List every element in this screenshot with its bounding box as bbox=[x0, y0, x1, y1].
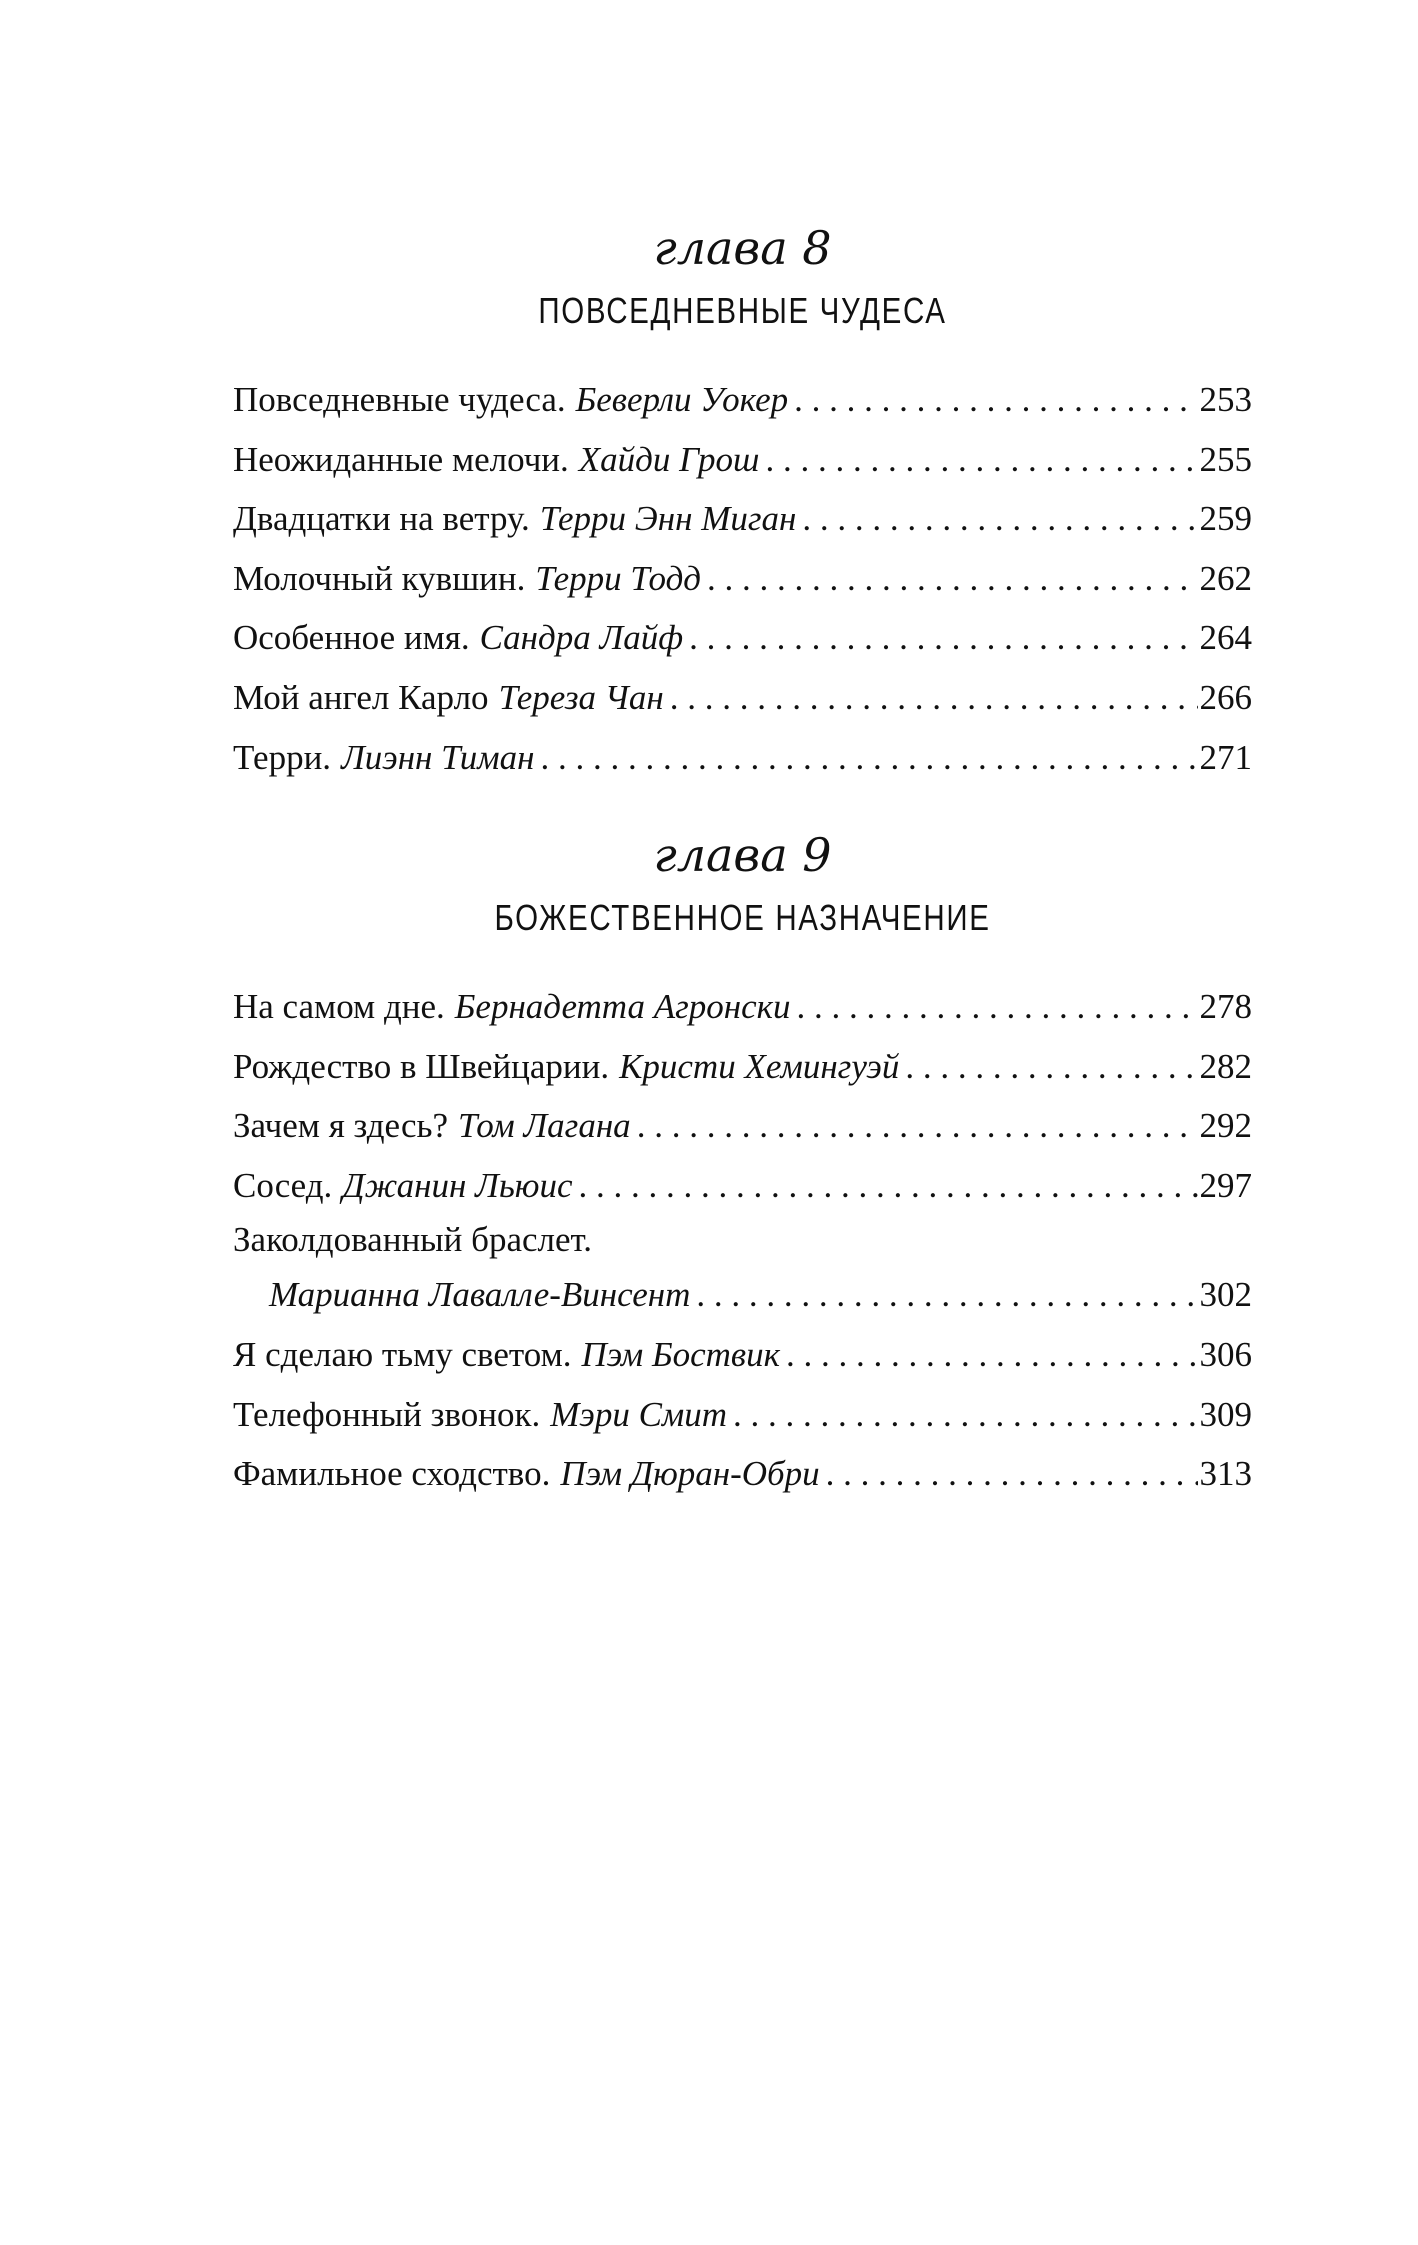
entry-page: 302 bbox=[1199, 1275, 1252, 1315]
chapter-8-section bbox=[233, 218, 1252, 787]
dot-leader bbox=[733, 1385, 1197, 1445]
dot-leader bbox=[826, 1444, 1198, 1504]
entry-author: Терри Энн Миган bbox=[539, 499, 797, 539]
toc-entry[interactable] bbox=[233, 370, 1252, 430]
entry-title: Телефонный звонок. bbox=[233, 1394, 541, 1434]
entry-page: 253 bbox=[1199, 380, 1252, 419]
toc-entry[interactable] bbox=[233, 489, 1252, 549]
entry-title: Фамильное сходство. bbox=[233, 1454, 551, 1494]
entry-author: Джанин Льюис bbox=[342, 1165, 573, 1205]
entry-title: Двадцатки на ветру. bbox=[233, 499, 530, 539]
entry-author: Кристи Хемингуэй bbox=[619, 1046, 900, 1086]
entry-author: Лиэнн Тиман bbox=[341, 737, 535, 777]
toc-entry[interactable] bbox=[233, 430, 1252, 490]
toc-entry[interactable] bbox=[233, 668, 1252, 728]
dot-leader bbox=[794, 370, 1197, 430]
toc-list bbox=[233, 370, 1252, 787]
entry-page: 262 bbox=[1199, 558, 1252, 598]
chapter-label: глава 9 bbox=[653, 828, 832, 882]
entry-page: 297 bbox=[1199, 1165, 1252, 1205]
entry-page: 309 bbox=[1199, 1394, 1252, 1434]
entry-author: Терри Тодд bbox=[535, 558, 702, 598]
entry-title: Особенное имя. bbox=[233, 618, 470, 658]
entry-author: Сандра Лайф bbox=[479, 618, 684, 658]
dot-leader bbox=[905, 1037, 1197, 1097]
entry-title: Сосед. bbox=[233, 1165, 333, 1205]
toc-entry[interactable] bbox=[233, 1325, 1252, 1385]
entry-title: Неожиданные мелочи. bbox=[233, 439, 569, 479]
dot-leader bbox=[797, 977, 1198, 1037]
entry-author: Мэри Смит bbox=[550, 1394, 728, 1434]
toc-entry[interactable] bbox=[233, 1385, 1252, 1445]
entry-author: Пэм Боствик bbox=[581, 1334, 780, 1374]
entry-page: 259 bbox=[1199, 499, 1252, 539]
entry-title: Терри. bbox=[233, 737, 332, 777]
chapter-title: ПОВСЕДНЕВНЫЕ ЧУДЕСА bbox=[538, 290, 947, 331]
toc-entry[interactable] bbox=[233, 728, 1252, 788]
toc-entry[interactable] bbox=[233, 1156, 1252, 1216]
toc-entry[interactable] bbox=[233, 1096, 1252, 1156]
toc-entry[interactable] bbox=[233, 977, 1252, 1037]
entry-page: 306 bbox=[1199, 1334, 1252, 1374]
dot-leader bbox=[689, 608, 1197, 668]
entry-title: Заколдованный браслет. bbox=[233, 1220, 592, 1260]
entry-page: 278 bbox=[1199, 987, 1252, 1026]
entry-title: На самом дне. bbox=[233, 987, 445, 1026]
dot-leader bbox=[696, 1265, 1197, 1325]
entry-title: Повседневные чудеса. bbox=[233, 380, 566, 419]
dot-leader bbox=[786, 1325, 1198, 1385]
toc-entry[interactable] bbox=[233, 549, 1252, 609]
toc-entry[interactable] bbox=[233, 1444, 1252, 1504]
entry-author: Хайди Грош bbox=[578, 439, 760, 479]
entry-title: Зачем я здесь? bbox=[233, 1106, 448, 1146]
toc-list bbox=[233, 977, 1252, 1504]
entry-title: Я сделаю тьму светом. bbox=[233, 1334, 572, 1374]
toc-entry[interactable] bbox=[233, 1037, 1252, 1097]
entry-author: Пэм Дюран-Обри bbox=[560, 1454, 820, 1494]
entry-author: Бернадетта Агронски bbox=[454, 987, 791, 1026]
dot-leader bbox=[541, 728, 1198, 788]
entry-page: 271 bbox=[1199, 737, 1252, 777]
dot-leader bbox=[670, 668, 1198, 728]
entry-page: 282 bbox=[1199, 1046, 1252, 1086]
dot-leader bbox=[765, 430, 1197, 490]
entry-title: Молочный кувшин. bbox=[233, 558, 526, 598]
dot-leader bbox=[637, 1096, 1198, 1156]
dot-leader bbox=[707, 549, 1197, 609]
dot-leader bbox=[802, 489, 1197, 549]
entry-title: Рождество в Швейцарии. bbox=[233, 1046, 610, 1086]
entry-page: 264 bbox=[1199, 618, 1252, 658]
entry-page: 313 bbox=[1199, 1454, 1252, 1494]
entry-title: Мой ангел Карло bbox=[233, 677, 489, 717]
chapter-title: БОЖЕСТВЕННОЕ НАЗНАЧЕНИЕ bbox=[494, 897, 991, 938]
toc-entry[interactable] bbox=[233, 1215, 1252, 1325]
entry-author: Том Лагана bbox=[458, 1106, 631, 1146]
entry-page: 266 bbox=[1199, 677, 1252, 717]
chapter-9-section bbox=[233, 825, 1252, 1504]
toc-entry[interactable] bbox=[233, 608, 1252, 668]
entry-author: Марианна Лавалле-Винсент bbox=[269, 1275, 691, 1315]
entry-page: 255 bbox=[1199, 439, 1252, 479]
entry-author: Тереза Чан bbox=[498, 677, 664, 717]
entry-page: 292 bbox=[1199, 1106, 1252, 1146]
chapter-label: глава 8 bbox=[653, 221, 832, 275]
entry-author: Беверли Уокер bbox=[575, 380, 789, 419]
dot-leader bbox=[579, 1156, 1198, 1216]
